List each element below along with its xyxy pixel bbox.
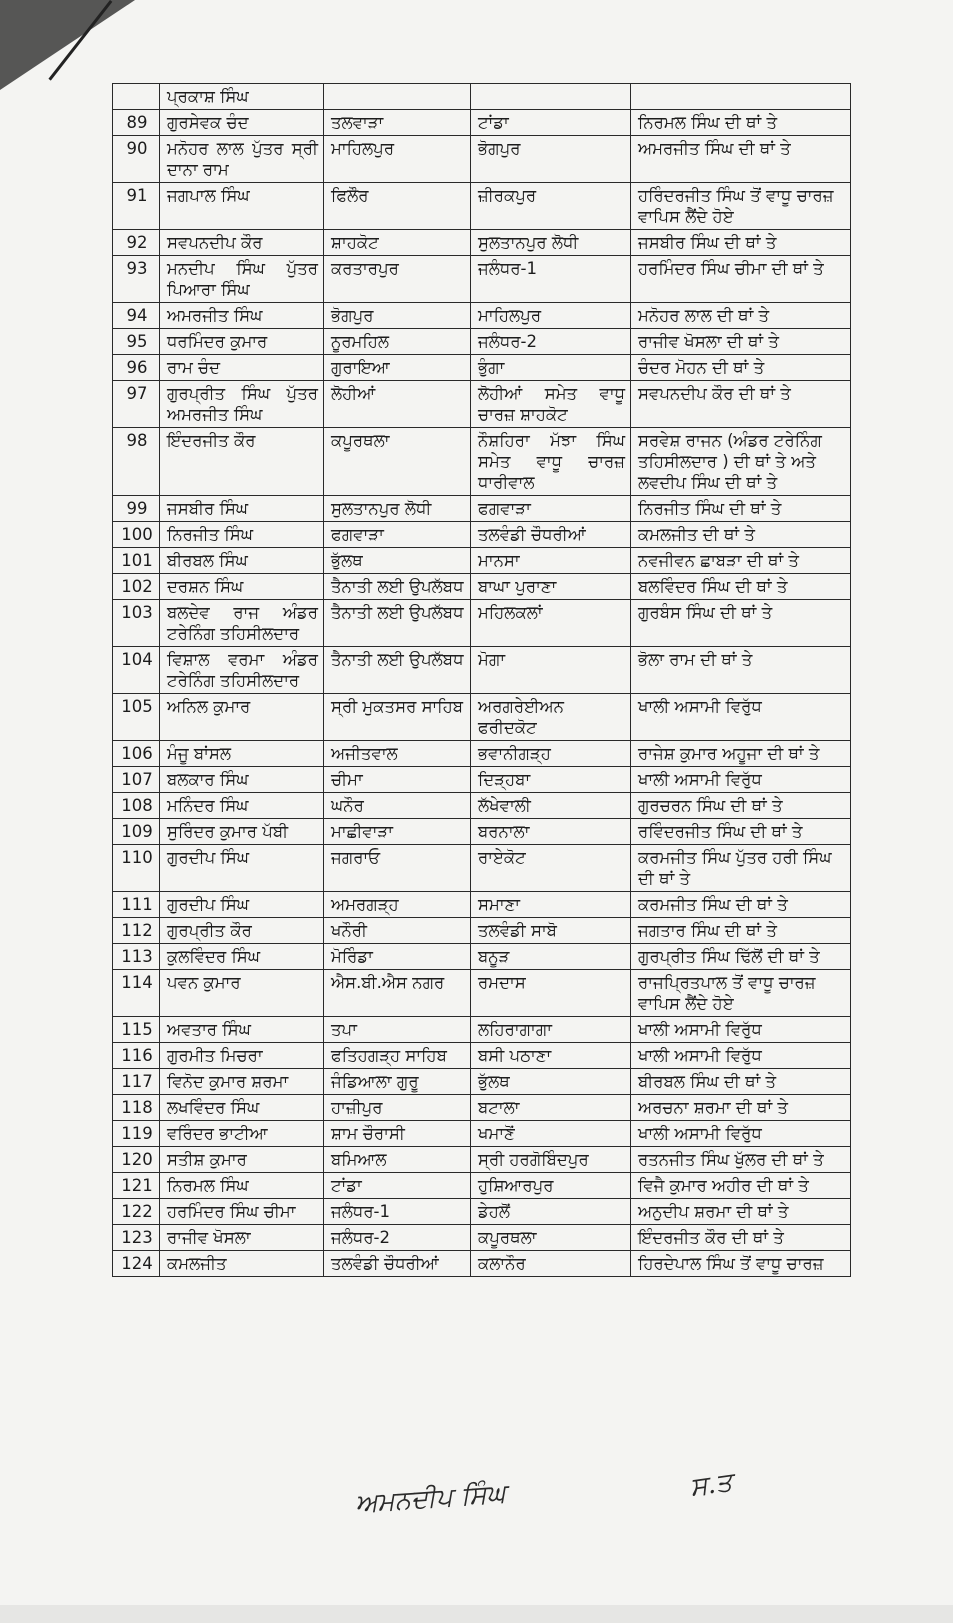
cell-to: ਖਮਾਣੋਂ xyxy=(471,1121,631,1147)
table-row xyxy=(113,355,851,381)
cell-to: ਬਸੀ ਪਠਾਣਾ xyxy=(471,1043,631,1069)
cell-sr: 94 xyxy=(113,303,160,329)
cell-to: ਲੱਖੇਵਾਲੀ xyxy=(471,793,631,819)
cell-remark: ਨਿਰਮਲ ਸਿੰਘ ਦੀ ਥਾਂ ਤੇ xyxy=(631,110,851,136)
cell-from: ਖਨੌਰੀ xyxy=(324,918,471,944)
cell-remark: ਅਰਚਨਾ ਸ਼ਰਮਾ ਦੀ ਥਾਂ ਤੇ xyxy=(631,1095,851,1121)
cell-name: ਹਰਮਿੰਦਰ ਸਿੰਘ ਚੀਮਾ xyxy=(160,1199,324,1225)
cell-from: ਅਜੀਤਵਾਲ xyxy=(324,741,471,767)
table-row xyxy=(113,522,851,548)
cell-remark: ਖਾਲੀ ਅਸਾਮੀ ਵਿਰੁੱਧ xyxy=(631,767,851,793)
cell-from: ਤਲਵਾੜਾ xyxy=(324,110,471,136)
table-row xyxy=(113,892,851,918)
cell-from: ਸੁਲਤਾਨਪੁਰ ਲੋਧੀ xyxy=(324,496,471,522)
cell-name: ਸਵਪਨਦੀਪ ਕੌਰ xyxy=(160,230,324,256)
table-row xyxy=(113,647,851,694)
cell-remark: ਅਮਰਜੀਤ ਸਿੰਘ ਦੀ ਥਾਂ ਤੇ xyxy=(631,136,851,183)
cell-to: ਜਲੰਧਰ-1 xyxy=(471,256,631,303)
table-row xyxy=(113,1225,851,1251)
cell-sr: 96 xyxy=(113,355,160,381)
cell-to: ਭੁੱਲਥ xyxy=(471,1069,631,1095)
cell-sr: 90 xyxy=(113,136,160,183)
cell-to: ਭੋਗਪੁਰ xyxy=(471,136,631,183)
cell-from: ਤੈਨਾਤੀ ਲਈ ਉਪਲੱਬਧ xyxy=(324,574,471,600)
cell-to: ਲੋਹੀਆਂ ਸਮੇਤ ਵਾਧੂ ਚਾਰਜ਼ ਸ਼ਾਹਕੋਟ xyxy=(471,381,631,428)
cell-from: ਭੁੱਲਥ xyxy=(324,548,471,574)
cell-remark: ਗੁਰਬੰਸ ਸਿੰਘ ਦੀ ਥਾਂ ਤੇ xyxy=(631,600,851,647)
cell-sr: 119 xyxy=(113,1121,160,1147)
scan-bottom-edge xyxy=(0,1605,953,1623)
cell-sr: 101 xyxy=(113,548,160,574)
cell-from: ਜਗਰਾਓ xyxy=(324,845,471,892)
signature: ਅਮਨਦੀਪ ਸਿੰਘ xyxy=(354,1478,507,1520)
cell-to: ਡੇਹਲੋਂ xyxy=(471,1199,631,1225)
cell-name: ਕਮਲਜੀਤ xyxy=(160,1251,324,1277)
cell-sr: 97 xyxy=(113,381,160,428)
cell-from: ਤੈਨਾਤੀ ਲਈ ਉਪਲੱਬਧ xyxy=(324,647,471,694)
cell-to: ਭਵਾਨੀਗੜ੍ਹ xyxy=(471,741,631,767)
cell-sr: 89 xyxy=(113,110,160,136)
cell-remark: ਬਲਵਿੰਦਰ ਸਿੰਘ ਦੀ ਥਾਂ ਤੇ xyxy=(631,574,851,600)
cell-name: ਵਿਨੋਦ ਕੁਮਾਰ ਸ਼ਰਮਾ xyxy=(160,1069,324,1095)
cell-to: ਸ੍ਰੀ ਹਰਗੋਬਿੰਦਪੁਰ xyxy=(471,1147,631,1173)
table-row xyxy=(113,136,851,183)
cell-remark: ਗੁਰਚਰਨ ਸਿੰਘ ਦੀ ਥਾਂ ਤੇ xyxy=(631,793,851,819)
cell-remark: ਹਿਰਦੇਪਾਲ ਸਿੰਘ ਤੋਂ ਵਾਧੂ ਚਾਰਜ਼ xyxy=(631,1251,851,1277)
table-row xyxy=(113,1095,851,1121)
cell-from: ਭੋਗਪੁਰ xyxy=(324,303,471,329)
initials: ਸ.ਤ xyxy=(688,1467,735,1503)
cell-remark: ਰਾਜੀਵ ਖੋਸਲਾ ਦੀ ਥਾਂ ਤੇ xyxy=(631,329,851,355)
cell-from xyxy=(324,84,471,110)
table-row xyxy=(113,1069,851,1095)
cell-to: ਕਲਾਨੌਰ xyxy=(471,1251,631,1277)
cell-from: ਮਾਛੀਵਾੜਾ xyxy=(324,819,471,845)
cell-from: ਕਰਤਾਰਪੁਰ xyxy=(324,256,471,303)
cell-remark: ਭੋਲਾ ਰਾਮ ਦੀ ਥਾਂ ਤੇ xyxy=(631,647,851,694)
cell-from: ਮਾਹਿਲਪੁਰ xyxy=(324,136,471,183)
table-row xyxy=(113,381,851,428)
cell-remark: ਸਵਪਨਦੀਪ ਕੌਰ ਦੀ ਥਾਂ ਤੇ xyxy=(631,381,851,428)
cell-to: ਬਰਨਾਲਾ xyxy=(471,819,631,845)
cell-sr: 112 xyxy=(113,918,160,944)
cell-from: ਚੀਮਾ xyxy=(324,767,471,793)
cell-sr: 100 xyxy=(113,522,160,548)
cell-name: ਅਮਰਜੀਤ ਸਿੰਘ xyxy=(160,303,324,329)
cell-from: ਬਮਿਆਲ xyxy=(324,1147,471,1173)
table-row xyxy=(113,1147,851,1173)
cell-remark: ਨਵਜੀਵਨ ਛਾਬੜਾ ਦੀ ਥਾਂ ਤੇ xyxy=(631,548,851,574)
cell-sr: 93 xyxy=(113,256,160,303)
cell-from: ਫਗਵਾੜਾ xyxy=(324,522,471,548)
cell-sr: 106 xyxy=(113,741,160,767)
cell-remark: ਖਾਲੀ ਅਸਾਮੀ ਵਿਰੁੱਧ xyxy=(631,694,851,741)
cell-name: ਗੁਰਦੀਪ ਸਿੰਘ xyxy=(160,845,324,892)
table-row xyxy=(113,1121,851,1147)
table-row xyxy=(113,793,851,819)
cell-remark: ਜਸਬੀਰ ਸਿੰਘ ਦੀ ਥਾਂ ਤੇ xyxy=(631,230,851,256)
cell-name: ਪ੍ਰਕਾਸ਼ ਸਿੰਘ xyxy=(160,84,324,110)
table-row xyxy=(113,767,851,793)
cell-to: ਜਲੰਧਰ-2 xyxy=(471,329,631,355)
cell-name: ਅਵਤਾਰ ਸਿੰਘ xyxy=(160,1017,324,1043)
cell-from: ਐਸ.ਬੀ.ਐਸ ਨਗਰ xyxy=(324,970,471,1017)
cell-from: ਫਤਿਹਗੜ੍ਹ ਸਾਹਿਬ xyxy=(324,1043,471,1069)
cell-name: ਨਿਰਜੀਤ ਸਿੰਘ xyxy=(160,522,324,548)
cell-from: ਸ਼ਾਮ ਚੌਰਾਸੀ xyxy=(324,1121,471,1147)
cell-to: ਸਮਾਣਾ xyxy=(471,892,631,918)
cell-sr: 104 xyxy=(113,647,160,694)
cell-remark: ਖਾਲੀ ਅਸਾਮੀ ਵਿਰੁੱਧ xyxy=(631,1121,851,1147)
cell-name: ਜਗਪਾਲ ਸਿੰਘ xyxy=(160,183,324,230)
cell-to: ਤਲਵੰਡੀ ਚੌਧਰੀਆਂ xyxy=(471,522,631,548)
cell-to: ਬਟਾਲਾ xyxy=(471,1095,631,1121)
cell-sr: 115 xyxy=(113,1017,160,1043)
table-row xyxy=(113,496,851,522)
cell-name: ਗੁਰਪ੍ਰੀਤ ਸਿੰਘ ਪੁੱਤਰ ਅਮਰਜੀਤ ਸਿੰਘ xyxy=(160,381,324,428)
cell-from: ਲੋਹੀਆਂ xyxy=(324,381,471,428)
cell-remark: ਖਾਲੀ ਅਸਾਮੀ ਵਿਰੁੱਧ xyxy=(631,1043,851,1069)
cell-remark: ਕਰਮਜੀਤ ਸਿੰਘ ਪੁੱਤਰ ਹਰੀ ਸਿੰਘ ਦੀ ਥਾਂ ਤੇ xyxy=(631,845,851,892)
cell-remark: ਕਰਮਜੀਤ ਸਿੰਘ ਦੀ ਥਾਂ ਤੇ xyxy=(631,892,851,918)
cell-name: ਲਖਵਿੰਦਰ ਸਿੰਘ xyxy=(160,1095,324,1121)
table-row xyxy=(113,110,851,136)
cell-sr: 113 xyxy=(113,944,160,970)
cell-name: ਬਲਦੇਵ ਰਾਜ ਅੰਡਰ ਟਰੇਨਿੰਗ ਤਹਿਸੀਲਦਾਰ xyxy=(160,600,324,647)
cell-from: ਜਲੰਧਰ-1 xyxy=(324,1199,471,1225)
cell-from: ਸ਼ਾਹਕੋਟ xyxy=(324,230,471,256)
table-row xyxy=(113,256,851,303)
cell-sr: 99 xyxy=(113,496,160,522)
cell-sr: 118 xyxy=(113,1095,160,1121)
cell-name: ਸੁਰਿੰਦਰ ਕੁਮਾਰ ਪੱਬੀ xyxy=(160,819,324,845)
cell-sr: 116 xyxy=(113,1043,160,1069)
table-row xyxy=(113,1173,851,1199)
cell-name: ਪਵਨ ਕੁਮਾਰ xyxy=(160,970,324,1017)
cell-remark: ਰਾਜਪ੍ਰਿਤਪਾਲ ਤੋਂ ਵਾਧੂ ਚਾਰਜ਼ ਵਾਪਿਸ ਲੈਂਦੇ ਹੋਏ xyxy=(631,970,851,1017)
cell-name: ਕੁਲਵਿੰਦਰ ਸਿੰਘ xyxy=(160,944,324,970)
cell-from: ਜਲੰਧਰ-2 xyxy=(324,1225,471,1251)
transfer-table-body xyxy=(113,84,851,1277)
cell-to: ਜ਼ੀਰਕਪੁਰ xyxy=(471,183,631,230)
table-row xyxy=(113,183,851,230)
cell-to: ਤਲਵੰਡੀ ਸਾਬੋ xyxy=(471,918,631,944)
cell-remark: ਜਗਤਾਰ ਸਿੰਘ ਦੀ ਥਾਂ ਤੇ xyxy=(631,918,851,944)
transfer-table xyxy=(112,83,851,1277)
table-row xyxy=(113,944,851,970)
cell-from: ਹਾਜ਼ੀਪੁਰ xyxy=(324,1095,471,1121)
cell-sr: 114 xyxy=(113,970,160,1017)
cell-sr: 121 xyxy=(113,1173,160,1199)
cell-sr: 122 xyxy=(113,1199,160,1225)
table-row xyxy=(113,548,851,574)
cell-remark: ਸਰਵੇਸ਼ ਰਾਜਨ (ਅੰਡਰ ਟਰੇਨਿੰਗ ਤਹਿਸੀਲਦਾਰ ) ਦੀ ਥਾਂ ਤੇ ਅਤੇ ਲਵਦੀਪ ਸਿੰਘ ਦੀ ਥਾਂ ਤੇ xyxy=(631,428,851,496)
cell-sr: 108 xyxy=(113,793,160,819)
cell-to: ਭੁੰਗਾ xyxy=(471,355,631,381)
cell-sr: 107 xyxy=(113,767,160,793)
cell-sr: 120 xyxy=(113,1147,160,1173)
cell-from: ਮੋਰਿੰਡਾ xyxy=(324,944,471,970)
cell-remark: ਰਵਿੰਦਰਜੀਤ ਸਿੰਘ ਦੀ ਥਾਂ ਤੇ xyxy=(631,819,851,845)
cell-to: ਲਹਿਰਾਗਾਗਾ xyxy=(471,1017,631,1043)
cell-name: ਬਲਕਾਰ ਸਿੰਘ xyxy=(160,767,324,793)
cell-sr: 117 xyxy=(113,1069,160,1095)
cell-to: ਰਾਏਕੋਟ xyxy=(471,845,631,892)
cell-remark: ਅਨੁਦੀਪ ਸ਼ਰਮਾ ਦੀ ਥਾਂ ਤੇ xyxy=(631,1199,851,1225)
cell-to: ਕਪੂਰਥਲਾ xyxy=(471,1225,631,1251)
cell-name: ਧਰਮਿੰਦਰ ਕੁਮਾਰ xyxy=(160,329,324,355)
cell-remark: ਗੁਰਪ੍ਰੀਤ ਸਿੰਘ ਢਿੱਲੋਂ ਦੀ ਥਾਂ ਤੇ xyxy=(631,944,851,970)
cell-remark xyxy=(631,84,851,110)
cell-from: ਜੰਡਿਆਲਾ ਗੁਰੂ xyxy=(324,1069,471,1095)
table-row xyxy=(113,918,851,944)
cell-name: ਮਨੋਹਰ ਲਾਲ ਪੁੱਤਰ ਸ੍ਰੀ ਦਾਨਾ ਰਾਮ xyxy=(160,136,324,183)
cell-remark: ਹਰਮਿੰਦਰ ਸਿੰਘ ਚੀਮਾ ਦੀ ਥਾਂ ਤੇ xyxy=(631,256,851,303)
cell-sr: 105 xyxy=(113,694,160,741)
cell-name: ਇੰਦਰਜੀਤ ਕੌਰ xyxy=(160,428,324,496)
cell-to: ਮਾਨਸਾ xyxy=(471,548,631,574)
table-row xyxy=(113,1043,851,1069)
cell-name: ਜਸਬੀਰ ਸਿੰਘ xyxy=(160,496,324,522)
table-row xyxy=(113,230,851,256)
table-row xyxy=(113,303,851,329)
table-row xyxy=(113,1017,851,1043)
cell-from: ਤਪਾ xyxy=(324,1017,471,1043)
cell-to: ਬਾਘਾ ਪੁਰਾਣਾ xyxy=(471,574,631,600)
table-row xyxy=(113,574,851,600)
cell-to: ਮਹਿਲਕਲਾਂ xyxy=(471,600,631,647)
cell-name: ਨਿਰਮਲ ਸਿੰਘ xyxy=(160,1173,324,1199)
cell-from: ਸ੍ਰੀ ਮੁਕਤਸਰ ਸਾਹਿਬ xyxy=(324,694,471,741)
cell-remark: ਇੰਦਰਜੀਤ ਕੌਰ ਦੀ ਥਾਂ ਤੇ xyxy=(631,1225,851,1251)
cell-name: ਵਿਸ਼ਾਲ ਵਰਮਾ ਅੰਡਰ ਟਰੇਨਿੰਗ ਤਹਿਸੀਲਦਾਰ xyxy=(160,647,324,694)
cell-name: ਗੁਰਸੇਵਕ ਚੰਦ xyxy=(160,110,324,136)
cell-name: ਗੁਰਪ੍ਰੀਤ ਕੌਰ xyxy=(160,918,324,944)
cell-to: ਨੌਸ਼ਹਿਰਾ ਮੱਝਾ ਸਿੰਘ ਸਮੇਤ ਵਾਧੂ ਚਾਰਜ਼ ਧਾਰੀਵਾਲ xyxy=(471,428,631,496)
table-row xyxy=(113,329,851,355)
cell-from: ਕਪੂਰਥਲਾ xyxy=(324,428,471,496)
cell-remark: ਮਨੋਹਰ ਲਾਲ ਦੀ ਥਾਂ ਤੇ xyxy=(631,303,851,329)
table-row xyxy=(113,741,851,767)
table-row xyxy=(113,84,851,110)
table-row xyxy=(113,970,851,1017)
cell-name: ਮਨਦੀਪ ਸਿੰਘ ਪੁੱਤਰ ਪਿਆਰਾ ਸਿੰਘ xyxy=(160,256,324,303)
table-row xyxy=(113,600,851,647)
cell-from: ਨੂਰਮਹਿਲ xyxy=(324,329,471,355)
cell-remark: ਵਿਜੈ ਕੁਮਾਰ ਅਹੀਰ ਦੀ ਥਾਂ ਤੇ xyxy=(631,1173,851,1199)
cell-sr: 124 xyxy=(113,1251,160,1277)
table-row xyxy=(113,1199,851,1225)
cell-to: ਹੁਸ਼ਿਆਰਪੁਰ xyxy=(471,1173,631,1199)
cell-from: ਫਿਲੌਰ xyxy=(324,183,471,230)
cell-sr: 110 xyxy=(113,845,160,892)
cell-to: ਮਾਹਿਲਪੁਰ xyxy=(471,303,631,329)
cell-sr: 91 xyxy=(113,183,160,230)
cell-remark: ਰਤਨਜੀਤ ਸਿੰਘ ਖੁੱਲਰ ਦੀ ਥਾਂ ਤੇ xyxy=(631,1147,851,1173)
cell-from: ਅਮਰਗੜ੍ਹ xyxy=(324,892,471,918)
cell-sr: 109 xyxy=(113,819,160,845)
cell-name: ਵਰਿੰਦਰ ਭਾਟੀਆ xyxy=(160,1121,324,1147)
cell-to: ਮੋਗਾ xyxy=(471,647,631,694)
table-row xyxy=(113,819,851,845)
cell-name: ਗੁਰਦੀਪ ਸਿੰਘ xyxy=(160,892,324,918)
cell-name: ਮਨਿੰਦਰ ਸਿੰਘ xyxy=(160,793,324,819)
page-corner-shadow xyxy=(0,0,135,90)
cell-sr xyxy=(113,84,160,110)
cell-from: ਘਨੌਰ xyxy=(324,793,471,819)
cell-remark: ਕਮਲਜੀਤ ਦੀ ਥਾਂ ਤੇ xyxy=(631,522,851,548)
cell-to: ਸੁਲਤਾਨਪੁਰ ਲੋਧੀ xyxy=(471,230,631,256)
table-row xyxy=(113,428,851,496)
cell-to xyxy=(471,84,631,110)
cell-name: ਬੀਰਬਲ ਸਿੰਘ xyxy=(160,548,324,574)
cell-name: ਰਾਮ ਚੰਦ xyxy=(160,355,324,381)
cell-to: ਫਗਵਾੜਾ xyxy=(471,496,631,522)
cell-remark: ਬੀਰਬਲ ਸਿੰਘ ਦੀ ਥਾਂ ਤੇ xyxy=(631,1069,851,1095)
table-row xyxy=(113,845,851,892)
cell-from: ਤੈਨਾਤੀ ਲਈ ਉਪਲੱਬਧ xyxy=(324,600,471,647)
cell-remark: ਖਾਲੀ ਅਸਾਮੀ ਵਿਰੁੱਧ xyxy=(631,1017,851,1043)
cell-sr: 111 xyxy=(113,892,160,918)
cell-sr: 123 xyxy=(113,1225,160,1251)
cell-to: ਟਾਂਡਾ xyxy=(471,110,631,136)
cell-name: ਮੰਜੂ ਬਾਂਸਲ xyxy=(160,741,324,767)
cell-name: ਗੁਰਮੀਤ ਮਿਚਰਾ xyxy=(160,1043,324,1069)
cell-name: ਦਰਸ਼ਨ ਸਿੰਘ xyxy=(160,574,324,600)
cell-remark: ਨਿਰਜੀਤ ਸਿੰਘ ਦੀ ਥਾਂ ਤੇ xyxy=(631,496,851,522)
cell-name: ਸਤੀਸ਼ ਕੁਮਾਰ xyxy=(160,1147,324,1173)
cell-sr: 95 xyxy=(113,329,160,355)
cell-sr: 98 xyxy=(113,428,160,496)
cell-to: ਰਮਦਾਸ xyxy=(471,970,631,1017)
cell-remark: ਚੰਦਰ ਮੋਹਨ ਦੀ ਥਾਂ ਤੇ xyxy=(631,355,851,381)
cell-sr: 103 xyxy=(113,600,160,647)
cell-name: ਰਾਜੀਵ ਖੋਸਲਾ xyxy=(160,1225,324,1251)
cell-remark: ਹਰਿੰਦਰਜੀਤ ਸਿੰਘ ਤੋਂ ਵਾਧੂ ਚਾਰਜ਼ ਵਾਪਿਸ ਲੈਂਦੇ ਹੋਏ xyxy=(631,183,851,230)
cell-from: ਗੁਰਾਇਆ xyxy=(324,355,471,381)
table-row xyxy=(113,1251,851,1277)
cell-to: ਬਨੂੜ xyxy=(471,944,631,970)
cell-name: ਅਨਿਲ ਕੁਮਾਰ xyxy=(160,694,324,741)
table-row xyxy=(113,694,851,741)
cell-remark: ਰਾਜੇਸ਼ ਕੁਮਾਰ ਅਹੂਜਾ ਦੀ ਥਾਂ ਤੇ xyxy=(631,741,851,767)
cell-to: ਦਿੜ੍ਹਬਾ xyxy=(471,767,631,793)
cell-sr: 102 xyxy=(113,574,160,600)
cell-from: ਟਾਂਡਾ xyxy=(324,1173,471,1199)
cell-sr: 92 xyxy=(113,230,160,256)
cell-to: ਅਰਗਰੇਈਅਨ ਫਰੀਦਕੋਟ xyxy=(471,694,631,741)
cell-from: ਤਲਵੰਡੀ ਚੌਧਰੀਆਂ xyxy=(324,1251,471,1277)
